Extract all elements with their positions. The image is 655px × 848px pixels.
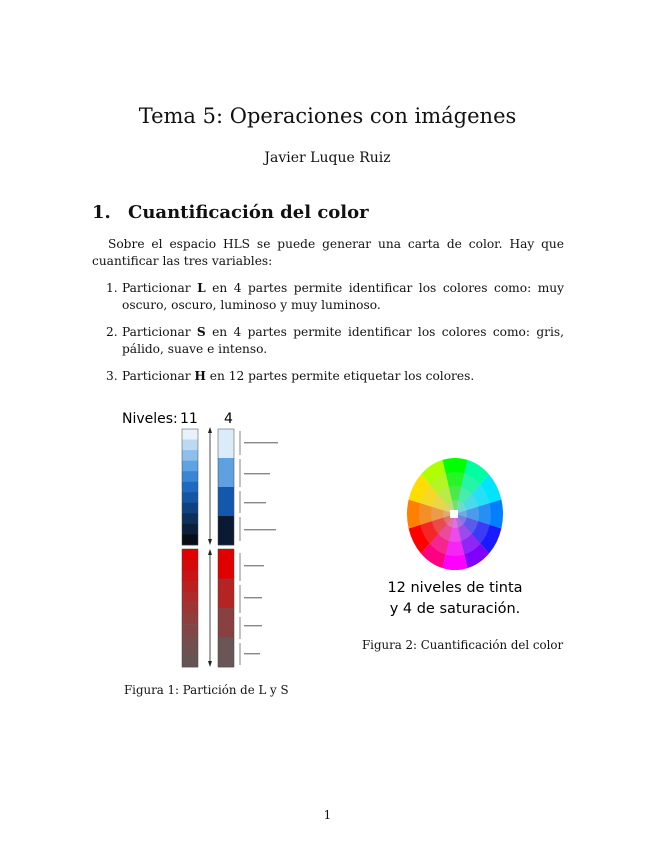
list-item-number: 3.: [106, 369, 118, 383]
list-item-variable: S: [196, 325, 206, 339]
section-number: 1.: [92, 202, 111, 223]
page-number: 1: [323, 808, 332, 822]
level-swatch: [182, 646, 198, 657]
niveles-4-label: 4: [224, 411, 233, 427]
wheel-text: [372, 578, 538, 620]
list-item: [92, 280, 564, 314]
red-11-levels: [182, 549, 198, 667]
figure-1-caption: Figura 1: Partición de L y S: [124, 683, 289, 697]
figure-2-caption: Figura 2: Cuantificación del color: [362, 638, 564, 652]
level-swatch: [182, 513, 198, 524]
list-item-variable: L: [197, 281, 206, 295]
level-swatch: [182, 534, 198, 545]
level-swatch: [182, 440, 198, 451]
level-swatch: [182, 471, 198, 482]
arrow-head-icon: [208, 661, 212, 667]
wheel-center: [450, 510, 458, 518]
author-name: Javier Luque Ruiz: [264, 150, 391, 166]
level-swatch: [182, 635, 198, 646]
color-wheel: [370, 448, 540, 578]
section-heading: [92, 202, 369, 223]
red-4-levels: [218, 549, 234, 667]
level-swatch: [218, 579, 234, 609]
level-swatch: [182, 429, 198, 440]
level-swatch: [182, 613, 198, 624]
blue-11-levels: [182, 429, 198, 545]
list-item-text: en 12 partes permite etiquetar los colores.: [205, 369, 475, 383]
niveles-11-label: 11: [180, 411, 198, 427]
wheel-text-line2: y 4 de saturación.: [389, 601, 521, 617]
level-swatch: [182, 592, 198, 603]
level-swatch: [218, 516, 234, 545]
arrow-head-icon: [208, 539, 212, 545]
level-swatch: [182, 570, 198, 581]
level-swatch: [182, 549, 198, 560]
list-item-text: Particionar: [122, 281, 198, 295]
level-swatch: [218, 549, 234, 579]
level-swatch: [182, 524, 198, 535]
level-swatch: [182, 581, 198, 592]
level-swatch: [182, 656, 198, 667]
list-item-text: en 4 partes permite identificar los colores como: gris, pálido, suave e intenso.: [122, 325, 564, 356]
niveles-label: Niveles:: [122, 411, 178, 427]
level-swatch: [182, 603, 198, 614]
level-swatch: [182, 560, 198, 571]
arrow-head-icon: [208, 549, 212, 555]
arrow-head-icon: [208, 427, 212, 433]
list-item-number: 2.: [106, 325, 118, 339]
list-item-variable: H: [194, 369, 206, 383]
micro-label-marks: [244, 442, 278, 654]
level-swatch: [182, 450, 198, 461]
partition-graphic: [122, 407, 302, 677]
level-swatch: [182, 624, 198, 635]
level-swatch: [218, 429, 234, 458]
blue-4-levels: [218, 429, 234, 545]
list-item: [92, 324, 564, 358]
document-title: Tema 5: Operaciones con imágenes: [138, 104, 517, 128]
level-swatch: [182, 503, 198, 514]
level-swatch: [218, 487, 234, 516]
level-swatch: [218, 458, 234, 487]
section-title: Cuantificación del color: [128, 202, 369, 223]
level-swatch: [182, 461, 198, 472]
list-item-text: en 4 partes permite identificar los colores como: muy oscuro, oscuro, luminoso y muy luminoso.: [122, 281, 564, 312]
list-item: [92, 368, 564, 385]
level-swatch: [182, 482, 198, 493]
figure-1-partition: [122, 407, 302, 677]
level-swatch: [182, 492, 198, 503]
wheel-text-line1: 12 niveles de tinta: [387, 580, 523, 596]
list-item-text: Particionar: [122, 369, 195, 383]
list-item-text: Particionar: [122, 325, 197, 339]
level-swatch: [218, 638, 234, 668]
intro-paragraph: Sobre el espacio HLS se puede generar una carta de color. Hay que cuantificar las tres variables:: [92, 237, 564, 268]
partition-list: [92, 280, 564, 395]
list-item-number: 1.: [106, 281, 118, 295]
level-swatch: [218, 608, 234, 638]
